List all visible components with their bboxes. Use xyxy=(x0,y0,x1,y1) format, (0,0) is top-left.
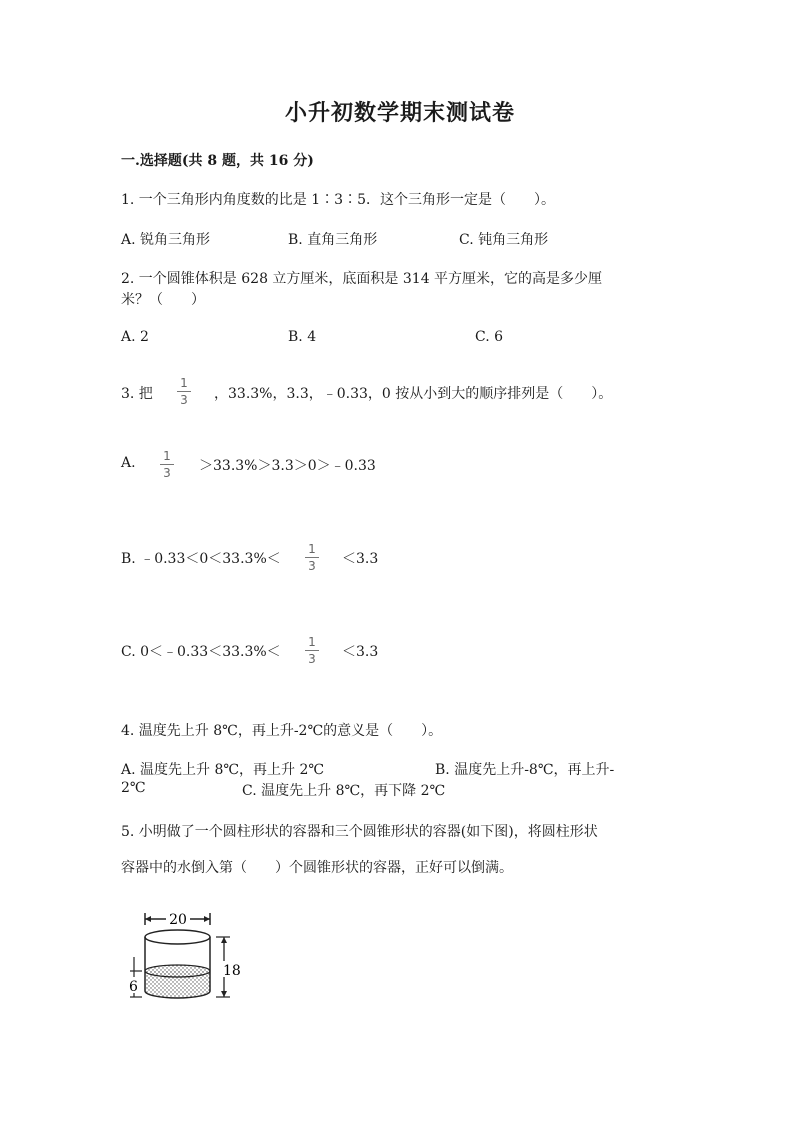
question-1-option-a: A. 锐角三角形 xyxy=(121,232,211,248)
fraction-bar xyxy=(305,557,319,558)
question-5-stem-line2: 容器中的水倒入第（ ）个圆锥形状的容器，正好可以倒满。 xyxy=(121,860,513,876)
question-2-stem-line2: 米？（ ） xyxy=(121,292,205,308)
question-4-option-b-line2: 2℃ xyxy=(121,780,146,796)
question-2-option-c: C. 6 xyxy=(475,329,504,345)
fraction-numerator: 1 xyxy=(163,449,171,463)
question-3-stem-rest: ，33.3%，3.3，﹣0.33，0 按从小到大的顺序排列是（ ）。 xyxy=(214,386,613,402)
question-3-option-c-start: C. 0＜﹣0.33＜33.3%＜ xyxy=(121,644,281,660)
fraction-denominator: 3 xyxy=(180,393,188,407)
question-1-option-c: C. 钝角三角形 xyxy=(459,232,549,248)
question-3-option-b-start: B. ﹣0.33＜0＜33.3%＜ xyxy=(121,551,281,567)
question-3-option-a-label: A. xyxy=(121,455,136,471)
question-5-stem-line1: 5. 小明做了一个圆柱形状的容器和三个圆锥形状的容器(如下图)，将圆柱形状 xyxy=(121,824,598,840)
fraction-denominator: 3 xyxy=(308,559,316,573)
question-4-option-a: A. 温度先上升 8℃，再上升 2℃ xyxy=(121,762,325,778)
fraction-numerator: 1 xyxy=(180,376,188,390)
fraction-denominator: 3 xyxy=(163,466,171,480)
fraction-numerator: 1 xyxy=(308,542,316,556)
fraction-bar xyxy=(305,650,319,651)
fraction-numerator: 1 xyxy=(308,635,316,649)
cylinder-container-figure xyxy=(120,905,250,1015)
page-title: 小升初数学期末测试卷 xyxy=(284,100,515,126)
question-3-option-a-rest: ＞33.3%＞3.3＞0＞﹣0.33 xyxy=(199,458,376,474)
water-height-label: 6 xyxy=(129,979,138,995)
fraction-one-third xyxy=(177,376,191,407)
question-2-option-b: B. 4 xyxy=(288,329,317,345)
question-1-stem: 1. 一个三角形内角度数的比是 1∶3∶5．这个三角形一定是（ ）。 xyxy=(121,192,555,208)
fraction-one-third xyxy=(305,542,319,573)
fraction-denominator: 3 xyxy=(308,652,316,666)
question-4-option-b-line1: B. 温度先上升-8℃，再上升- xyxy=(435,762,615,778)
fraction-bar xyxy=(160,464,174,465)
question-3-stem-start: 3. 把 xyxy=(121,386,153,402)
question-2-stem-line1: 2. 一个圆锥体积是 628 立方厘米，底面积是 314 平方厘米，它的高是多少厘 xyxy=(121,271,603,287)
section-heading: 一.选择题(共 8 题，共 16 分) xyxy=(121,153,314,169)
water-surface xyxy=(145,965,210,977)
fraction-one-third xyxy=(160,449,174,480)
cylinder-top xyxy=(145,930,210,944)
question-2-option-a: A. 2 xyxy=(121,329,149,345)
question-1-option-b: B. 直角三角形 xyxy=(288,232,378,248)
question-4-stem: 4. 温度先上升 8℃，再上升-2℃的意义是（ ）。 xyxy=(121,723,443,739)
diameter-label: 20 xyxy=(169,912,187,928)
question-3-option-c-end: ＜3.3 xyxy=(342,644,379,660)
fraction-one-third xyxy=(305,635,319,666)
question-4-option-c: C. 温度先上升 8℃，再下降 2℃ xyxy=(242,783,446,799)
fraction-bar xyxy=(177,391,191,392)
question-3-option-b-end: ＜3.3 xyxy=(342,551,379,567)
height-label: 18 xyxy=(223,963,241,979)
